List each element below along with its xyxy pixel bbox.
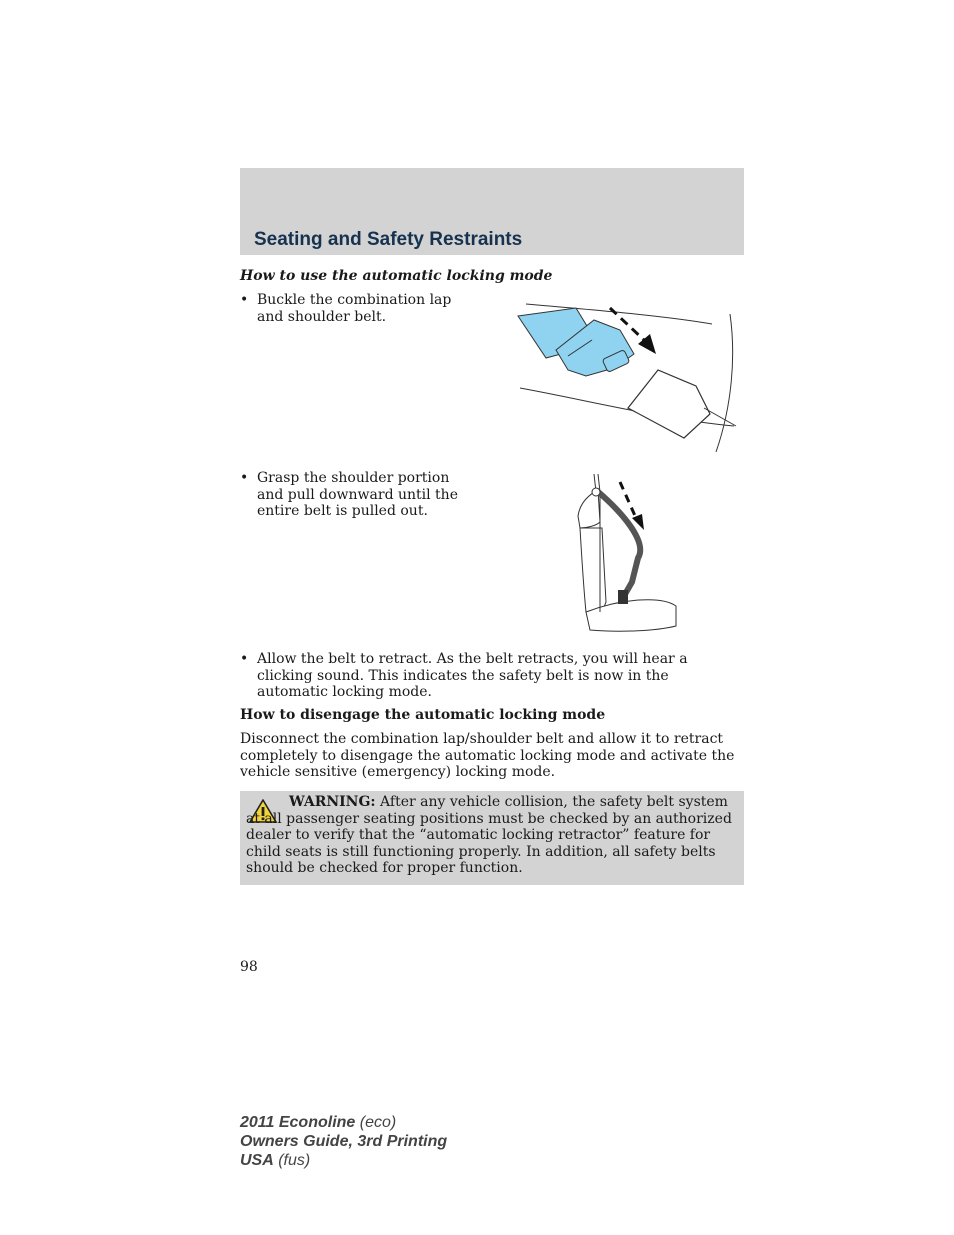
warning-text <box>246 794 738 877</box>
page-number: 98 <box>240 959 258 975</box>
bullet-text: Buckle the combination lap and shoulder belt. <box>257 292 452 325</box>
warning-body: After any vehicle collision, the safety belt system at all passenger seating positions must be checked by an authorized dealer to verify that the “automatic locking retractor” feature for child seats is still functioning properly. In addition, all safety belts should be checked for proper function. <box>246 794 732 877</box>
seat-belt-pull-illustration <box>572 472 684 638</box>
footer-line-region <box>240 1151 447 1170</box>
subheading-automatic-locking: How to use the automatic locking mode <box>240 268 553 284</box>
bullet-dot: • <box>240 470 249 486</box>
section-title: Seating and Safety Restraints <box>254 229 523 250</box>
bullet-dot: • <box>240 292 249 308</box>
warning-label: WARNING: <box>289 794 376 810</box>
disengage-paragraph: Disconnect the combination lap/shoulder belt and allow it to retract completely to disengage the automatic locking mode and activate the vehicle sensitive (emergency) locking mode. <box>240 731 735 781</box>
bullet-item <box>240 651 744 701</box>
footer-region-code: (fus) <box>273 1152 311 1169</box>
bullet-text: Grasp the shoulder portion and pull downward until the entire belt is pulled out. <box>257 470 458 520</box>
footer-model: 2011 Econoline <box>240 1114 356 1131</box>
bullet-dot: • <box>240 651 249 667</box>
warning-box <box>240 791 744 885</box>
section-header-band <box>240 168 744 255</box>
bullet-item <box>240 470 480 520</box>
bullet-item <box>240 292 480 325</box>
buckle-insertion-illustration <box>516 296 748 456</box>
footer-line-printing: Owners Guide, 3rd Printing <box>240 1133 448 1150</box>
footer-model-code: (eco) <box>355 1114 397 1131</box>
subheading-disengage: How to disengage the automatic locking mode <box>240 707 606 723</box>
footer-region: USA <box>240 1152 274 1169</box>
footer-line-model <box>240 1113 447 1132</box>
bullet-text: Allow the belt to retract. As the belt retracts, you will hear a clicking sound. This indicates the safety belt is now in the automatic locking mode. <box>257 651 688 701</box>
document-footer <box>240 1113 447 1170</box>
